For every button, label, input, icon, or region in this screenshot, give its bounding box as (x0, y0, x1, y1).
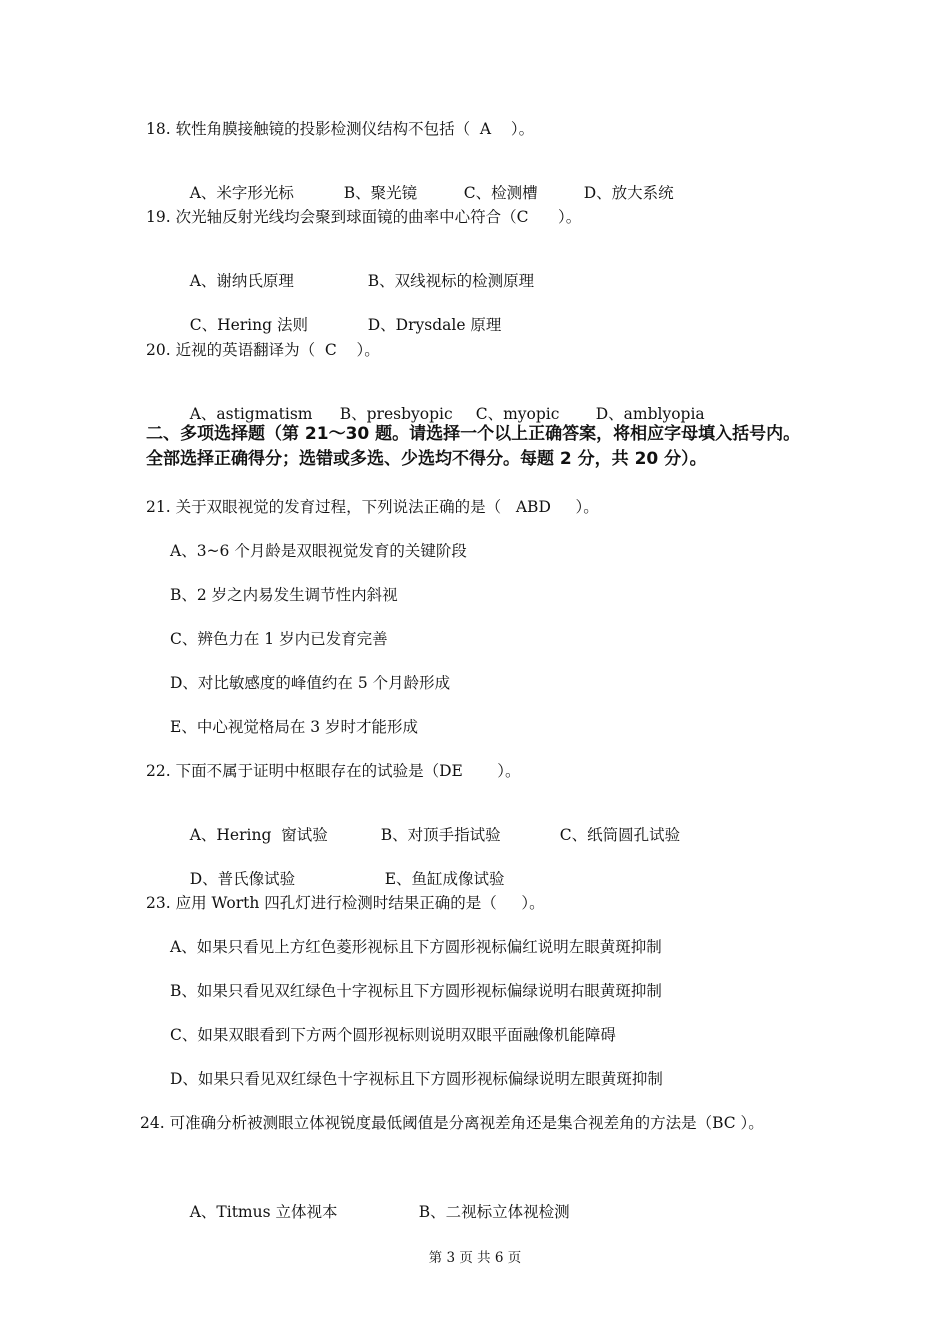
option-a: A、米字形光标 (189, 184, 294, 202)
question-23-option-d: D、如果只看见双红绿色十字视标且下方圆形视标偏绿说明左眼黄斑抑制 (170, 1070, 663, 1088)
question-21-option-a: A、3~6 个月龄是双眼视觉发育的关键阶段 (170, 542, 467, 560)
page-footer: 第 3 页 共 6 页 (428, 1250, 522, 1266)
question-23-option-c: C、如果双眼看到下方两个圆形视标则说明双眼平面融像机能障碍 (170, 1026, 616, 1044)
question-21-option-c: C、辨色力在 1 岁内已发育完善 (170, 630, 388, 648)
option-a: A、Hering 窗试验 (189, 826, 328, 844)
option-c: C、myopic (475, 405, 560, 423)
option-a: A、Titmus 立体视本 (189, 1203, 338, 1221)
question-21-option-e: E、中心视觉格局在 3 岁时才能形成 (170, 718, 419, 736)
option-c: C、纸筒圆孔试验 (559, 826, 681, 844)
question-22-stem: 22. 下面不属于证明中枢眼存在的试验是（DE ）。 (146, 762, 521, 780)
question-23-option-b: B、如果只看见双红绿色十字视标且下方圆形视标偏绿说明右眼黄斑抑制 (170, 982, 662, 1000)
question-21-option-d: D、对比敏感度的峰值约在 5 个月龄形成 (170, 674, 451, 692)
option-b: B、presbyopic (339, 405, 453, 423)
question-24-stem: 24. 可准确分析被测眼立体视锐度最低阈值是分离视差角还是集合视差角的方法是（BC ）。 (140, 1114, 764, 1132)
section-heading-multiple-choice: 二、多项选择题（第 21～30 题。请选择一个以上正确答案，将相应字母填入括号内。全部选择正确得分；选错或多选、少选均不得分。每题 2 分，共 20 分）。 (146, 424, 801, 469)
option-c: C、检测槽 (463, 184, 538, 202)
question-18-stem: 18. 软性角膜接触镜的投影检测仪结构不包括（ A ）。 (146, 120, 535, 138)
option-a: A、谢纳氏原理 (189, 272, 294, 290)
question-23-option-a: A、如果只看见上方红色菱形视标且下方圆形视标偏红说明左眼黄斑抑制 (170, 938, 662, 956)
option-d: D、amblyopia (595, 405, 705, 423)
question-20-stem: 20. 近视的英语翻译为（ C ）。 (146, 341, 380, 359)
option-b: B、二视标立体视检测 (418, 1203, 570, 1221)
option-e: E、鱼缸成像试验 (384, 870, 505, 888)
option-d: D、放大系统 (583, 184, 674, 202)
question-23-stem: 23. 应用 Worth 四孔灯进行检测时结果正确的是（ ）。 (146, 894, 545, 912)
option-d: D、Drysdale 原理 (367, 316, 502, 334)
question-19-stem: 19. 次光轴反射光线均会聚到球面镜的曲率中心符合（C ）。 (146, 208, 582, 226)
option-a: A、astigmatism (189, 405, 313, 423)
option-b: B、对顶手指试验 (380, 826, 501, 844)
option-b: B、双线视标的检测原理 (367, 272, 535, 290)
option-b: B、聚光镜 (343, 184, 418, 202)
question-24-options (170, 1182, 570, 1242)
option-d: D、普氏像试验 (189, 870, 296, 888)
question-21-stem: 21. 关于双眼视觉的发育过程，下列说法正确的是（ ABD ）。 (146, 498, 599, 516)
option-c: C、Hering 法则 (189, 316, 308, 334)
question-21-option-b: B、2 岁之内易发生调节性内斜视 (170, 586, 398, 604)
